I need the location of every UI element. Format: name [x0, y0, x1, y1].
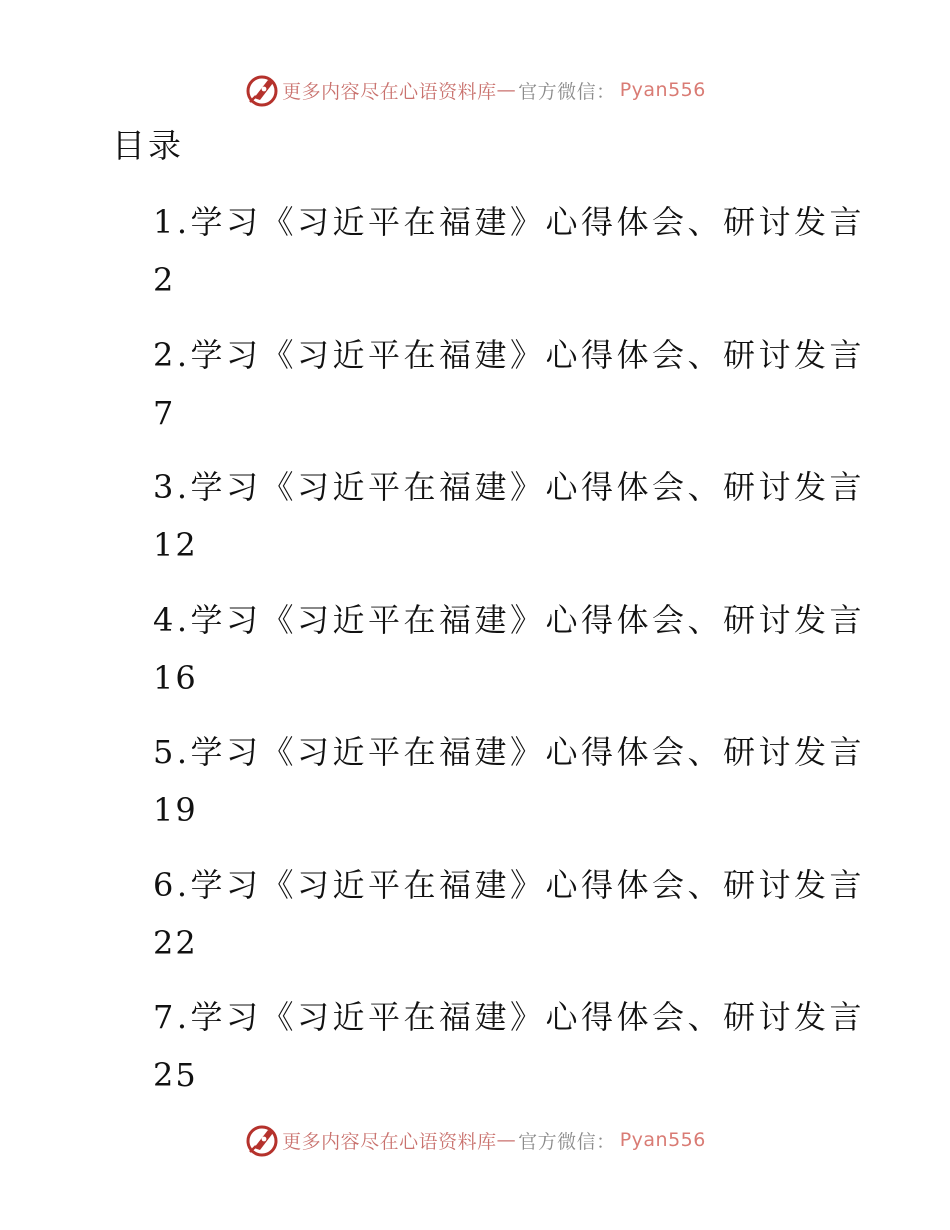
toc-item-page-number: 25 — [153, 1056, 198, 1094]
header-watermark-banner — [0, 70, 950, 110]
footer-watermark-banner — [0, 1120, 950, 1160]
toc-item[interactable] — [153, 726, 866, 859]
toc-item-page-number: 19 — [153, 791, 198, 829]
banner-wechat-handle: Pyan556 — [619, 1129, 706, 1151]
toc-item-label: 5.学习《习近平在福建》心得体会、研讨发言 — [153, 733, 866, 771]
toc-item-label: 1.学习《习近平在福建》心得体会、研讨发言 — [153, 203, 866, 241]
pen-nib-logo-icon — [244, 72, 280, 108]
toc-item-label: 6.学习《习近平在福建》心得体会、研讨发言 — [153, 865, 866, 904]
toc-item[interactable] — [153, 461, 866, 594]
toc-item-label: 7.学习《习近平在福建》心得体会、研讨发言 — [153, 998, 866, 1036]
toc-list — [153, 196, 866, 1124]
banner-wechat-label: 官方微信： — [518, 80, 616, 103]
banner-brand-text: 更多内容尽在心语资料库 — [282, 1130, 497, 1153]
toc-item-page-number: 2 — [153, 261, 176, 299]
banner-brand-text: 更多内容尽在心语资料库 — [282, 80, 497, 103]
toc-item[interactable] — [153, 329, 866, 462]
banner-wechat-handle: Pyan556 — [619, 79, 706, 101]
banner-dash: — — [496, 79, 517, 101]
banner-dash: — — [496, 1129, 517, 1151]
toc-item-page-number: 7 — [153, 393, 176, 432]
toc-item[interactable] — [153, 991, 866, 1124]
toc-item-page-number: 12 — [153, 526, 198, 564]
toc-item-label: 3.学习《习近平在福建》心得体会、研讨发言 — [153, 468, 866, 506]
pen-nib-logo-icon — [244, 1122, 280, 1158]
toc-item-label: 2.学习《习近平在福建》心得体会、研讨发言 — [153, 335, 866, 374]
toc-item[interactable] — [153, 859, 866, 992]
toc-item-label: 4.学习《习近平在福建》心得体会、研讨发言 — [153, 600, 866, 639]
toc-item-page-number: 22 — [153, 923, 198, 962]
banner-wechat-label: 官方微信： — [518, 1130, 616, 1153]
toc-title: 目录 — [112, 126, 184, 165]
toc-item[interactable] — [153, 196, 866, 329]
toc-item-page-number: 16 — [153, 658, 198, 697]
toc-item[interactable] — [153, 594, 866, 727]
